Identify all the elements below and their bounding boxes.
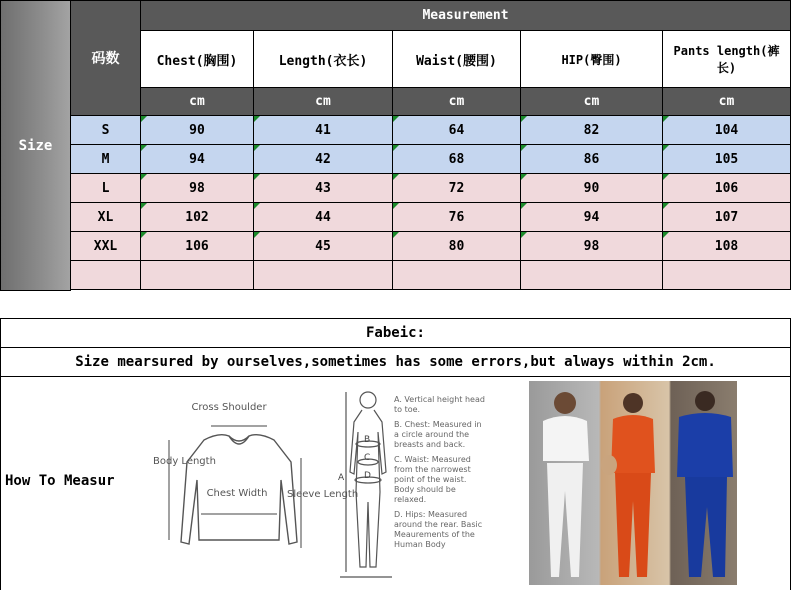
table-cell: 45 [254, 232, 393, 261]
shirt-measure-diagram [149, 402, 359, 582]
size-cell [71, 261, 141, 290]
shirt-label-body-length: Body Length [153, 456, 216, 467]
table-cell: 82 [521, 116, 663, 145]
cell-corner-mark [393, 145, 399, 151]
body-letter-a: A [338, 473, 345, 483]
table-cell: 94 [141, 145, 254, 174]
how-to-measure-section [0, 377, 791, 590]
cell-corner-mark [521, 232, 527, 238]
size-cell: L [71, 174, 141, 203]
measurement-header: Measurement [141, 1, 791, 31]
cell-corner-mark [141, 232, 147, 238]
figure-blue-outfit [677, 391, 733, 577]
table-cell: 42 [254, 145, 393, 174]
table-cell: 72 [393, 174, 521, 203]
table-cell: 106 [141, 232, 254, 261]
table-cell: 102 [141, 203, 254, 232]
instruction-b: B. Chest: Measured in a circle around the breasts and back. [394, 420, 482, 449]
table-cell: 107 [663, 203, 791, 232]
cell-corner-mark [254, 116, 260, 122]
size-row-label: Size [1, 1, 71, 291]
size-cell: XL [71, 203, 141, 232]
table-cell [254, 261, 393, 290]
table-cell [663, 261, 791, 290]
cell-corner-mark [254, 203, 260, 209]
figure-white-outfit [543, 392, 589, 577]
instruction-c: C. Waist: Measured from the narrowest point of the waist. Body should be relaxed. [394, 455, 471, 504]
column-header-hip: HIP(臀围) [521, 31, 663, 88]
table-cell: 90 [141, 116, 254, 145]
size-cell: S [71, 116, 141, 145]
measure-instructions [394, 395, 486, 550]
table-cell: 68 [393, 145, 521, 174]
column-header-length: Length(衣长) [254, 31, 393, 88]
cell-corner-mark [663, 232, 669, 238]
table-cell: 76 [393, 203, 521, 232]
cell-corner-mark [141, 116, 147, 122]
table-cell: 94 [521, 203, 663, 232]
cell-corner-mark [141, 174, 147, 180]
unit-length: cm [254, 88, 393, 116]
cell-corner-mark [141, 203, 147, 209]
body-letter-c: C [364, 453, 371, 463]
cell-corner-mark [254, 232, 260, 238]
table-cell: 104 [663, 116, 791, 145]
cell-corner-mark [521, 116, 527, 122]
shirt-label-cross-shoulder: Cross Shoulder [191, 402, 267, 413]
cell-corner-mark [663, 174, 669, 180]
column-header-waist: Waist(腰围) [393, 31, 521, 88]
cell-corner-mark [254, 174, 260, 180]
table-cell: 105 [663, 145, 791, 174]
body-letter-b: B [364, 435, 371, 445]
shirt-label-sleeve-length: Sleeve Length [287, 489, 359, 500]
cell-corner-mark [663, 116, 669, 122]
cell-corner-mark [663, 203, 669, 209]
table-cell: 44 [254, 203, 393, 232]
table-cell: 80 [393, 232, 521, 261]
column-header-pants-length: Pants length(裤长) [663, 31, 791, 88]
cell-corner-mark [521, 174, 527, 180]
table-cell: 106 [663, 174, 791, 203]
model-photo [529, 381, 737, 585]
table-cell: 86 [521, 145, 663, 174]
body-measure-diagram [336, 382, 396, 582]
table-cell: 43 [254, 174, 393, 203]
shirt-label-chest-width: Chest Width [206, 488, 268, 499]
cell-corner-mark [393, 203, 399, 209]
table-cell [141, 261, 254, 290]
cell-corner-mark [393, 232, 399, 238]
size-cell: XXL [71, 232, 141, 261]
table-cell: 108 [663, 232, 791, 261]
table-cell [521, 261, 663, 290]
cell-corner-mark [141, 145, 147, 151]
how-to-label: How To Measur [5, 473, 115, 489]
instruction-d: D. Hips: Measured around the rear. Basic Meaurements of the Human Body [394, 510, 483, 549]
cell-corner-mark [663, 145, 669, 151]
table-cell: 41 [254, 116, 393, 145]
table-cell [393, 261, 521, 290]
model-photo-figures [529, 381, 737, 585]
figure-orange-outfit [601, 393, 655, 577]
cell-corner-mark [521, 203, 527, 209]
unit-hip: cm [521, 88, 663, 116]
size-code-header: 码数 [71, 1, 141, 116]
unit-pants-length: cm [663, 88, 791, 116]
cell-corner-mark [521, 145, 527, 151]
cell-corner-mark [393, 116, 399, 122]
cell-corner-mark [393, 174, 399, 180]
body-letter-d: D [364, 471, 371, 481]
cell-corner-mark [254, 145, 260, 151]
unit-chest: cm [141, 88, 254, 116]
unit-waist: cm [393, 88, 521, 116]
table-cell: 64 [393, 116, 521, 145]
note-row: Size mearsured by ourselves,sometimes has some errors,but always within 2cm. [0, 348, 791, 377]
table-cell: 90 [521, 174, 663, 203]
column-header-chest: Chest(胸围) [141, 31, 254, 88]
table-cell: 98 [521, 232, 663, 261]
fabric-row: Fabeic: [0, 318, 791, 348]
size-chart-table [0, 0, 791, 291]
table-cell: 98 [141, 174, 254, 203]
size-cell: M [71, 145, 141, 174]
instruction-a: A. Vertical height head to toe. [394, 395, 485, 414]
